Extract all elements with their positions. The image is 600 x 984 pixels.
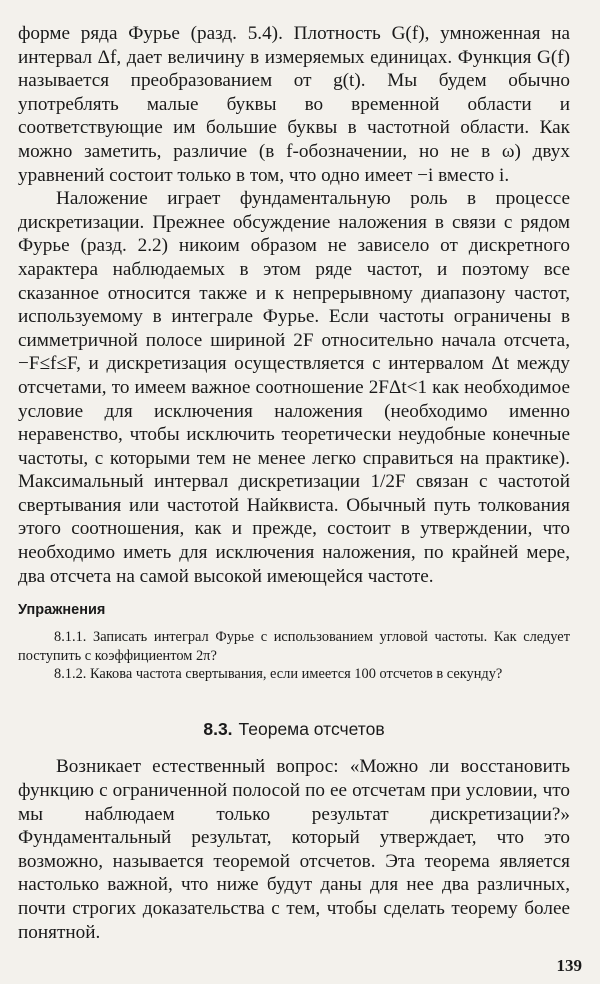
section-number: 8.3. bbox=[203, 719, 233, 740]
section-title: Теорема отсчетов bbox=[238, 719, 385, 740]
paragraph-fourier-transform: форме ряда Фурье (разд. 5.4). Плотность G(f), умноженная на интервал Δf, дает величину в измеряемых единицах. Функция G(f) называется преобразованием от g(t). Мы будем обычно употреблять малые буквы во временной области и соответствующие им большие буквы в частотной области. Как можно заметить, различие (в f-обозначении, но не в ω) двух уравнений состоит только в том, что одно имеет −i вместо i. bbox=[18, 23, 570, 186]
book-page bbox=[18, 22, 570, 944]
exercise-item: 8.1.1. Записать интеграл Фурье с использованием угловой частоты. Как следует поступить с коэффициентом 2π? bbox=[18, 629, 570, 664]
exercises-list bbox=[18, 628, 570, 683]
paragraph-aliasing: Наложение играет фундаментальную роль в процессе дискретизации. Прежнее обсуждение наложения в связи с рядом Фурье (разд. 2.2) никоим образом не зависело от дискретного характера наблюдаемых в этом ряде частот, и поэтому все сказанное относится также и к непрерывному диапазону частот, используемому в интеграле Фурье. Если частоты ограничены в симметричной полосе шириной 2F относительно начала отсчета, −F≤f≤F, и дискретизация осуществляется с интервалом Δt между отсчетами, то имеем важное соотношение 2FΔt<1 как необходимое условие для исключения наложения (необходимо именно неравенство, чтобы исключить теоретически неудобные конечные частоты, с которыми тем не менее легко справиться на практике). Максимальный интервал дискретизации 1/2F связан с частотой свертывания или частотой Найквиста. Обычный путь толкования этого соотношения, как и прежде, состоит в утверждении, что необходимо иметь для исключения наложения, по крайней мере, два отсчета на самой высокой имеющейся частоте. bbox=[18, 188, 570, 587]
section-heading bbox=[18, 717, 570, 741]
page-number: 139 bbox=[556, 956, 582, 975]
exercises-heading: Упражнения bbox=[18, 602, 106, 619]
paragraph-sampling-theorem: Возникает естественный вопрос: «Можно ли восстановить функцию с ограниченной полосой по ее отсчетам при условии, что мы наблюдаем только результат дискретизации?» Фундаментальный результат, который утверждает, что это возможно, называется теоремой отсчетов. Эта теорема является настолько важной, что ниже будут даны для нее два различных, почти строгих доказательства с тем, чтобы сделать теорему более понятной. bbox=[18, 756, 570, 943]
exercise-item: 8.1.2. Какова частота свертывания, если имеется 100 отсчетов в секунду? bbox=[54, 666, 503, 683]
